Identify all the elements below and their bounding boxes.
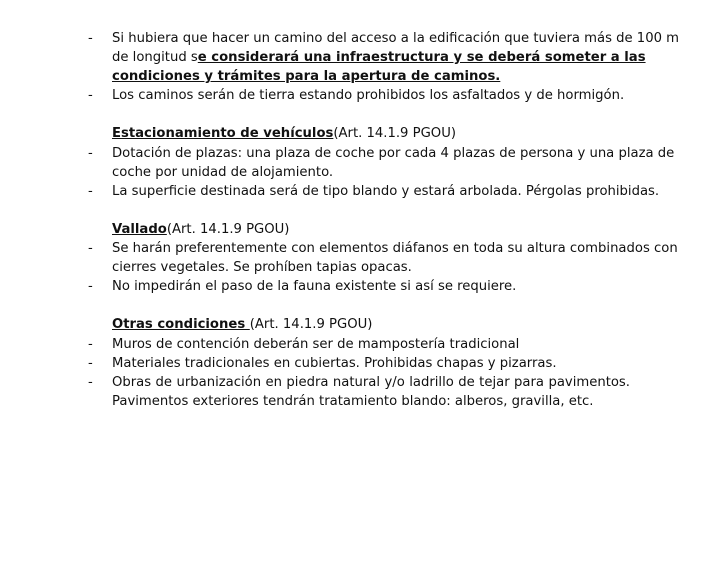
paragraph-line: Obras de urbanización en piedra natural y/o ladrillo de tejar para pavimentos. [112,375,630,390]
section-heading [112,316,372,334]
section-heading [112,125,456,143]
paragraph-line: Si hubiera que hacer un camino del acceso a la edificación que tuviera más de 100 m [112,31,680,46]
section-reference: (Art. 14.1.9 PGOU) [249,317,373,332]
bullet-dash: - [88,31,93,46]
bullet-dash: - [88,337,93,352]
paragraph-line: Los caminos serán de tierra estando prohibidos los asfaltados y de hormigón. [112,88,625,103]
section-heading [112,221,289,239]
emphasis-text: condiciones y trámites para la apertura de caminos. [112,69,501,84]
section-title: Estacionamiento de vehículos [112,126,334,141]
section-reference: (Art. 14.1.9 PGOU) [166,222,290,237]
paragraph-line: Pavimentos exteriores tendrán tratamiento blando: alberos, gravilla, etc. [112,394,594,409]
bullet-dash: - [88,279,93,294]
section-title: Otras condiciones [112,317,250,332]
text-run: de longitud s [112,50,198,65]
paragraph-line: Se harán preferentemente con elementos diáfanos en toda su altura combinados con [112,241,678,256]
paragraph-line: Muros de contención deberán ser de mampostería tradicional [112,337,520,352]
paragraph-line: coche por unidad de alojamiento. [112,165,334,180]
paragraph-line: Materiales tradicionales en cubiertas. Prohibidas chapas y pizarras. [112,356,557,371]
paragraph-line: cierres vegetales. Se prohíben tapias opacas. [112,260,412,275]
bullet-dash: - [88,184,93,199]
section-reference: (Art. 14.1.9 PGOU) [333,126,456,141]
bullet-dash: - [88,88,93,103]
bullet-dash: - [88,146,93,161]
section-title: Vallado [112,222,167,237]
paragraph-line [112,68,630,86]
emphasis-text: e considerará una infraestructura y se deberá someter a las [197,50,646,65]
paragraph-line: La superficie destinada será de tipo blando y estará arbolada. Pérgolas prohibidas. [112,184,660,199]
bullet-dash: - [88,356,93,371]
bullet-dash: - [88,375,93,390]
paragraph-line [112,49,646,67]
bullet-dash: - [88,241,93,256]
paragraph-line: Dotación de plazas: una plaza de coche por cada 4 plazas de persona y una plaza de [112,146,675,161]
paragraph-line: No impedirán el paso de la fauna existente si así se requiere. [112,279,517,294]
